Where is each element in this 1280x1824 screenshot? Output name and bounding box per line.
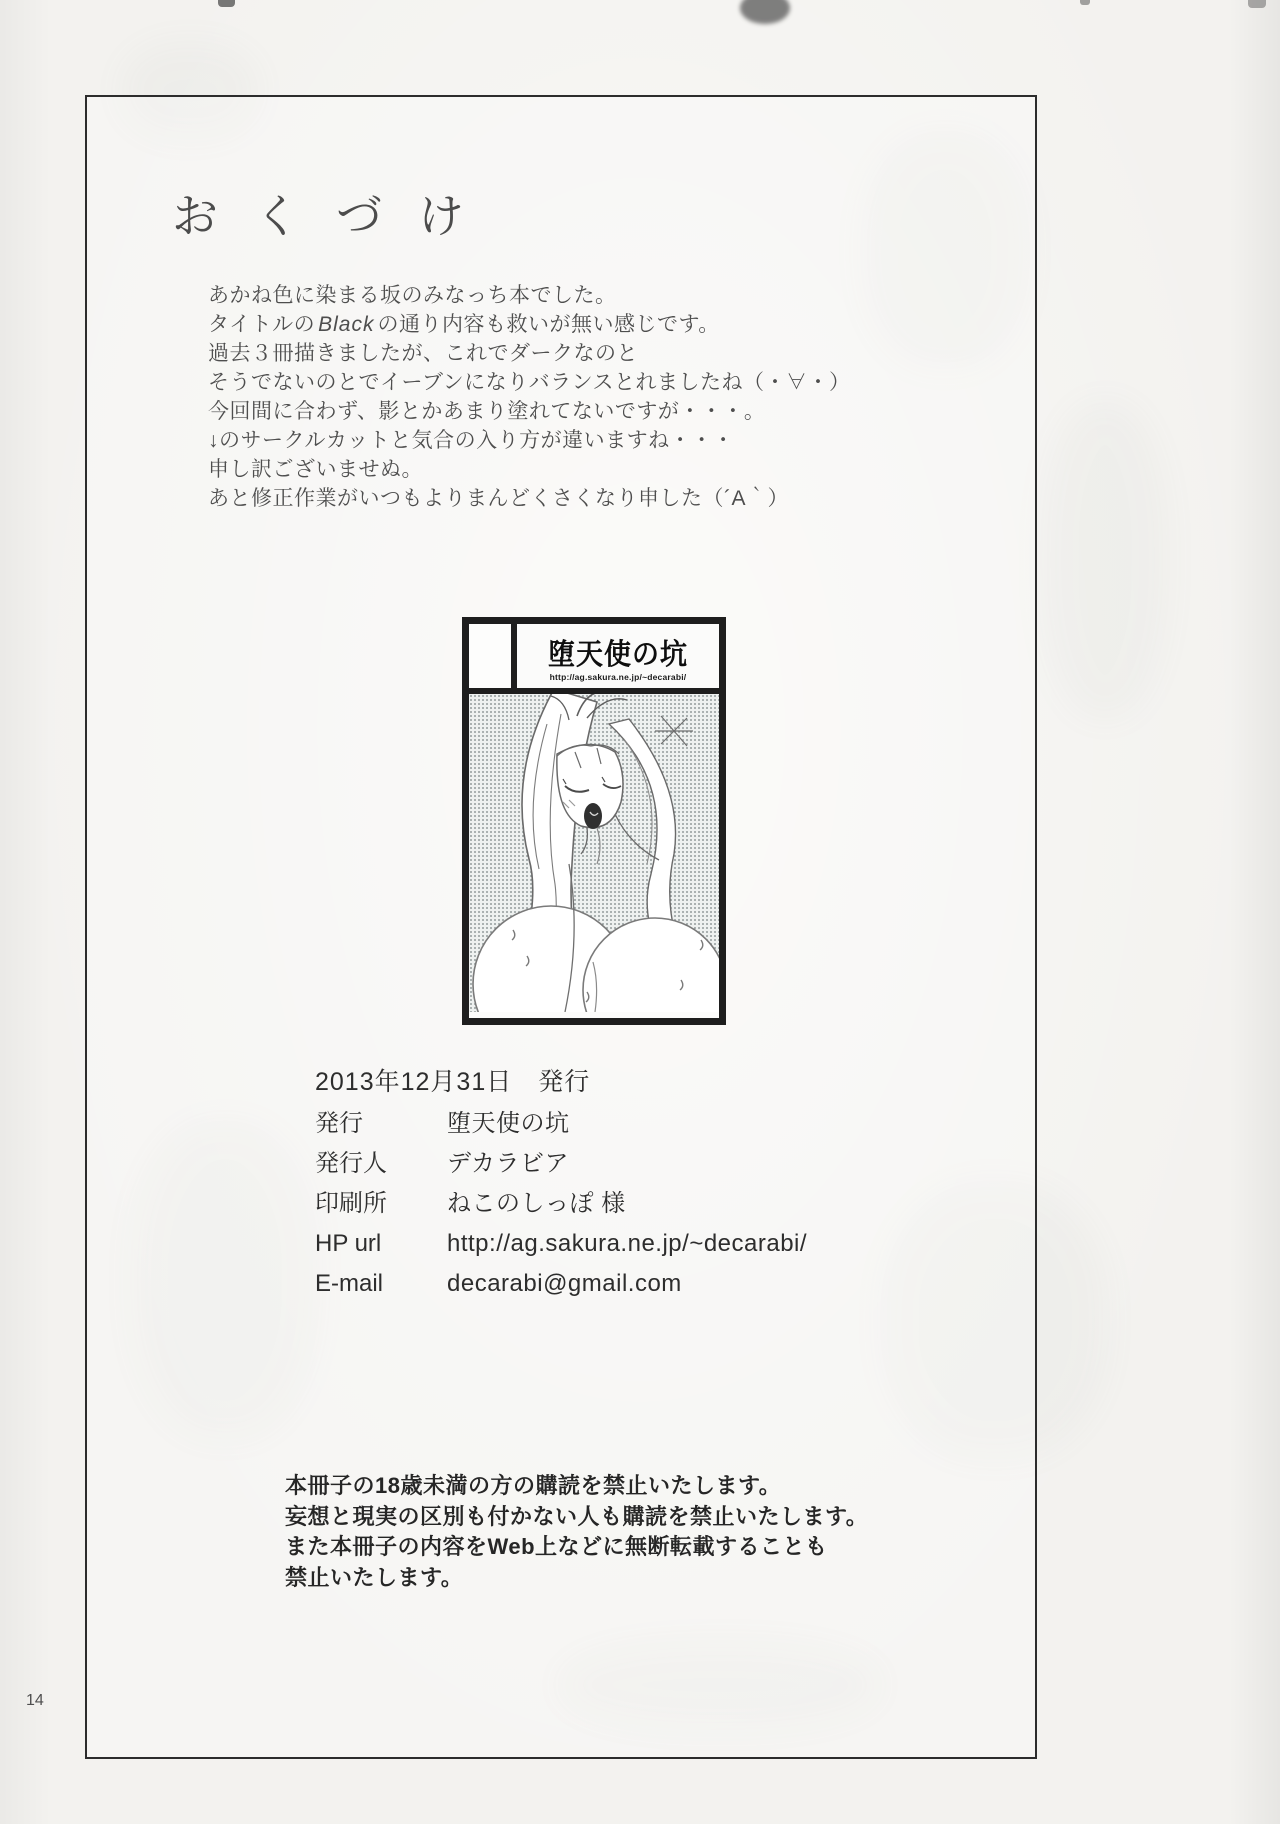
circle-url: http://ag.sakura.ne.jp/~decarabi/ [549,672,687,682]
colophon-row-publisher: 発行 堕天使の坑 [315,1110,570,1137]
circle-cut-illustration [469,694,719,1012]
afterword-line: 過去３冊描きましたが、これでダークなのと [208,342,638,365]
disclaimer-line: 禁止いたします。 [285,1564,464,1590]
afterword-line: 今回間に合わず、影とかあまり塗れてないですが・・・。 [208,400,766,423]
disclaimer-line: 本冊子の18歳未満の方の購読を禁止いたします。 [285,1473,782,1498]
afterword-line: ↓のサークルカットと気合の入り方が違いますね・・・ [208,429,735,452]
colophon [315,1062,807,1304]
colophon-row-email: E-mail decarabi@gmail.com [315,1264,807,1304]
colophon-row-printer: 印刷所 ねこのしっぽ 様 [315,1190,626,1217]
scan-artifact [1248,0,1266,8]
title-word-black: Black [318,313,375,336]
homepage-url-text: http://ag.sakura.ne.jp/~decarabi/ [447,1230,808,1257]
colophon-row-author: 発行人 デカラビア [315,1150,570,1177]
disclaimer-line: また本冊子の内容をWeb上などに無断転載することも [285,1534,828,1559]
circle-cut-blank-square [469,624,517,688]
circle-name: 堕天使の坑 [548,638,688,671]
anime-character-illustration [469,694,719,1012]
page-number: 14 [26,1692,44,1709]
circle-cut-logo-area [517,624,719,688]
scan-artifact [740,0,790,24]
afterword-line: あと修正作業がいつもよりまんどくさくなり申した（´A｀） [208,487,789,510]
page-title: おくづけ [172,190,500,242]
afterword-line: タイトルの Black の通り内容も救いが無い感じです。 [208,313,720,336]
disclaimer-line: 妄想と現実の区別も付かない人も購読を禁止いたします。 [285,1503,869,1529]
scan-artifact [218,0,235,7]
email-address-text: decarabi@gmail.com [447,1270,682,1297]
circle-cut-header [469,624,719,694]
afterword-text [208,281,850,513]
afterword-line: そうでないのとでイーブンになりバランスとれましたね（・∀・） [208,371,851,394]
afterword-line: あかね色に染まる坂のみなっち本でした。 [208,284,617,307]
circle-cut-box [462,617,726,1025]
afterword-line: 申し訳ございませぬ。 [208,458,423,481]
disclaimer-text [285,1471,868,1593]
bleed-through-ghost [1040,400,1170,720]
scan-artifact [1080,0,1090,5]
publication-date: 2013年12月31日 発行 [315,1068,591,1096]
colophon-row-homepage: HP url http://ag.sakura.ne.jp/~decarabi/ [315,1224,807,1264]
